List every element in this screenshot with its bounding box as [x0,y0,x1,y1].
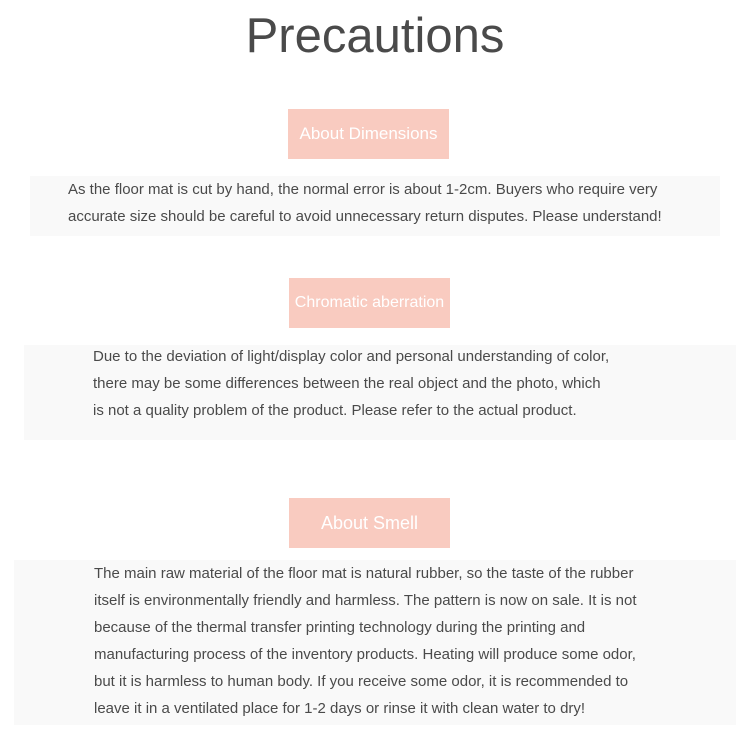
section-text-smell [94,560,636,722]
text-line: accurate size should be careful to avoid unnecessary return disputes. Please understand! [68,208,662,225]
section-badge-dimensions: About Dimensions [288,109,449,159]
section-badge-chromatic: Chromatic aberration [289,278,450,328]
text-line: itself is environmentally friendly and harmless. The pattern is now on sale. It is not [94,592,637,609]
text-line: leave it in a ventilated place for 1-2 days or rinse it with clean water to dry! [94,700,586,717]
section-text-dimensions [68,176,662,230]
section-text-chromatic [93,343,609,424]
text-line: manufacturing process of the inventory products. Heating will produce some odor, [94,646,636,663]
text-line: Due to the deviation of light/display color and personal understanding of color, [93,348,610,365]
text-line: because of the thermal transfer printing technology during the printing and [94,619,586,636]
section-badge-smell: About Smell [289,498,450,548]
text-line: is not a quality problem of the product. Please refer to the actual product. [93,402,577,419]
page-title: Precautions [245,9,505,63]
text-line: As the floor mat is cut by hand, the normal error is about 1-2cm. Buyers who require very [68,181,658,198]
text-line: there may be some differences between the real object and the photo, which [93,375,601,392]
text-line: but it is harmless to human body. If you receive some odor, it is recommended to [94,673,629,690]
text-line: The main raw material of the floor mat is natural rubber, so the taste of the rubber [94,565,634,582]
